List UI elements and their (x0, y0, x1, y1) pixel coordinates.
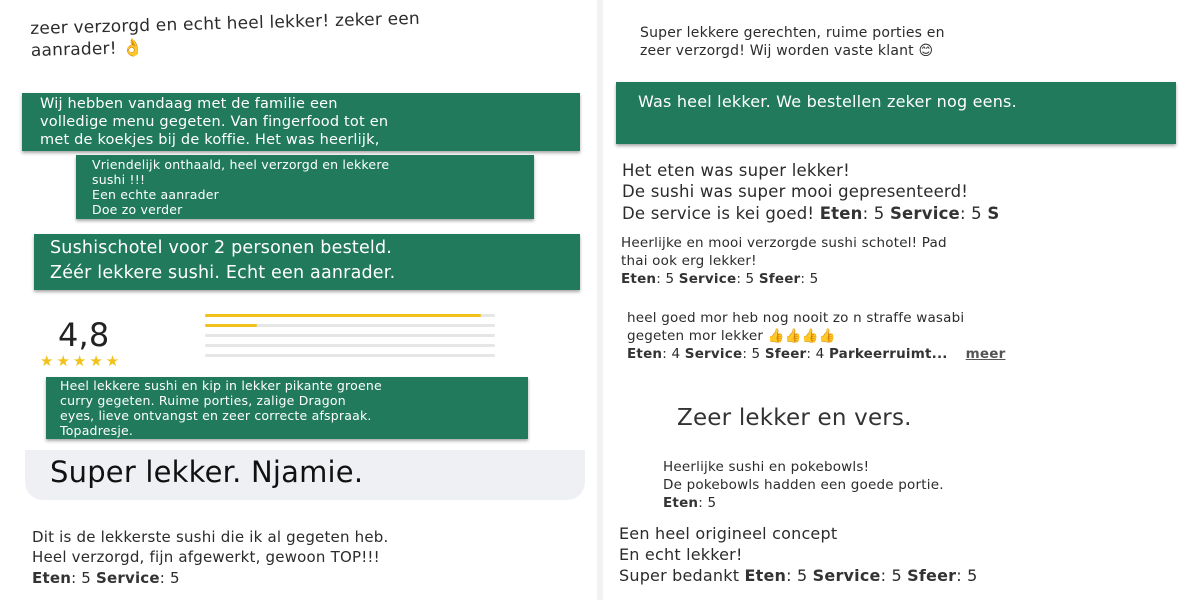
rating-line: Eten: 5 Service: 5 (32, 568, 180, 587)
rating-line: Eten: 4 Service: 5 Sfeer: 4 Parkeerruimt... meer (627, 346, 1006, 363)
review-text: Heerlijke en mooi verzorgde sushi schotel! Pad thai ook erg lekker! Eten: 5 Service: 5 Sfeer: 5 (621, 235, 947, 288)
review-headline: Zeer lekker en vers. (677, 405, 912, 431)
review-text: Super lekkere gerechten, ruime porties en zeer verzorgd! Wij worden vaste klant 😊 (640, 25, 945, 60)
rating-bar-fill (205, 314, 481, 317)
review-card: Was heel lekker. We bestellen zeker nog eens. (616, 82, 1176, 144)
rating-bar (205, 334, 495, 337)
rating-bar (205, 354, 495, 357)
rating-line: Eten: 5 Service: 5 Sfeer: 5 (621, 271, 819, 288)
rating-line: Eten: 5 (663, 495, 717, 512)
rating-bar (205, 324, 495, 327)
rating-line: Super bedankt Eten: 5 Service: 5 Sfeer: 5 (619, 565, 978, 585)
review-text: heel goed mor heb nog nooit zo n straffe wasabi gegeten mor lekker 👍👍👍👍 Eten: 4 Service: 5 Sfeer: 4 Parkeerruimt... meer (627, 310, 1006, 363)
review-headline: Super lekker. Njamie. (50, 455, 364, 489)
review-card: Vriendelijk onthaald, heel verzorgd en lekkere sushi !!! Een echte aanrader Doe zo verder (76, 155, 534, 219)
more-link[interactable]: meer (965, 346, 1006, 363)
review-card: Wij hebben vandaag met de familie een volledige menu gegeten. Van fingerfood tot en met de koekjes bij de koffie. Het was heerlijk, (22, 93, 580, 151)
average-score: 4,8 (58, 316, 110, 354)
review-text: Dit is de lekkerste sushi die ik al gegeten heb. Heel verzorgd, fijn afgewerkt, gewoon TOP!!! Eten: 5 Service: 5 (32, 528, 389, 587)
rating-bar-fill (205, 324, 257, 327)
review-text: Heerlijke sushi en pokebowls! De pokebowls hadden een goede portie. Eten: 5 (663, 459, 944, 512)
rating-bar (205, 344, 495, 347)
rating-bar (205, 314, 495, 317)
review-text: zeer verzorgd en echt heel lekker! zeker een aanrader! 👌 (30, 8, 421, 62)
review-text: Het eten was super lekker! De sushi was super mooi gepresenteerd! De service is kei goed! Eten: 5 Service: 5 S (622, 161, 1000, 223)
review-text: Een heel origineel concept En echt lekker! Super bedankt Eten: 5 Service: 5 Sfeer: 5 (619, 524, 978, 585)
review-card: Sushischotel voor 2 personen besteld. Zéér lekkere sushi. Echt een aanrader. (34, 234, 580, 290)
star-rating-icon: ★★★★★ (40, 352, 123, 370)
column-divider (597, 0, 603, 600)
rating-line: De service is kei goed! Eten: 5 Service: 5 S (622, 203, 1000, 223)
review-card: Heel lekkere sushi en kip in lekker pikante groene curry gegeten. Ruime porties, zalige Dragon eyes, lieve ontvangst en zeer correcte afspraak. Topadresje. (46, 377, 528, 439)
